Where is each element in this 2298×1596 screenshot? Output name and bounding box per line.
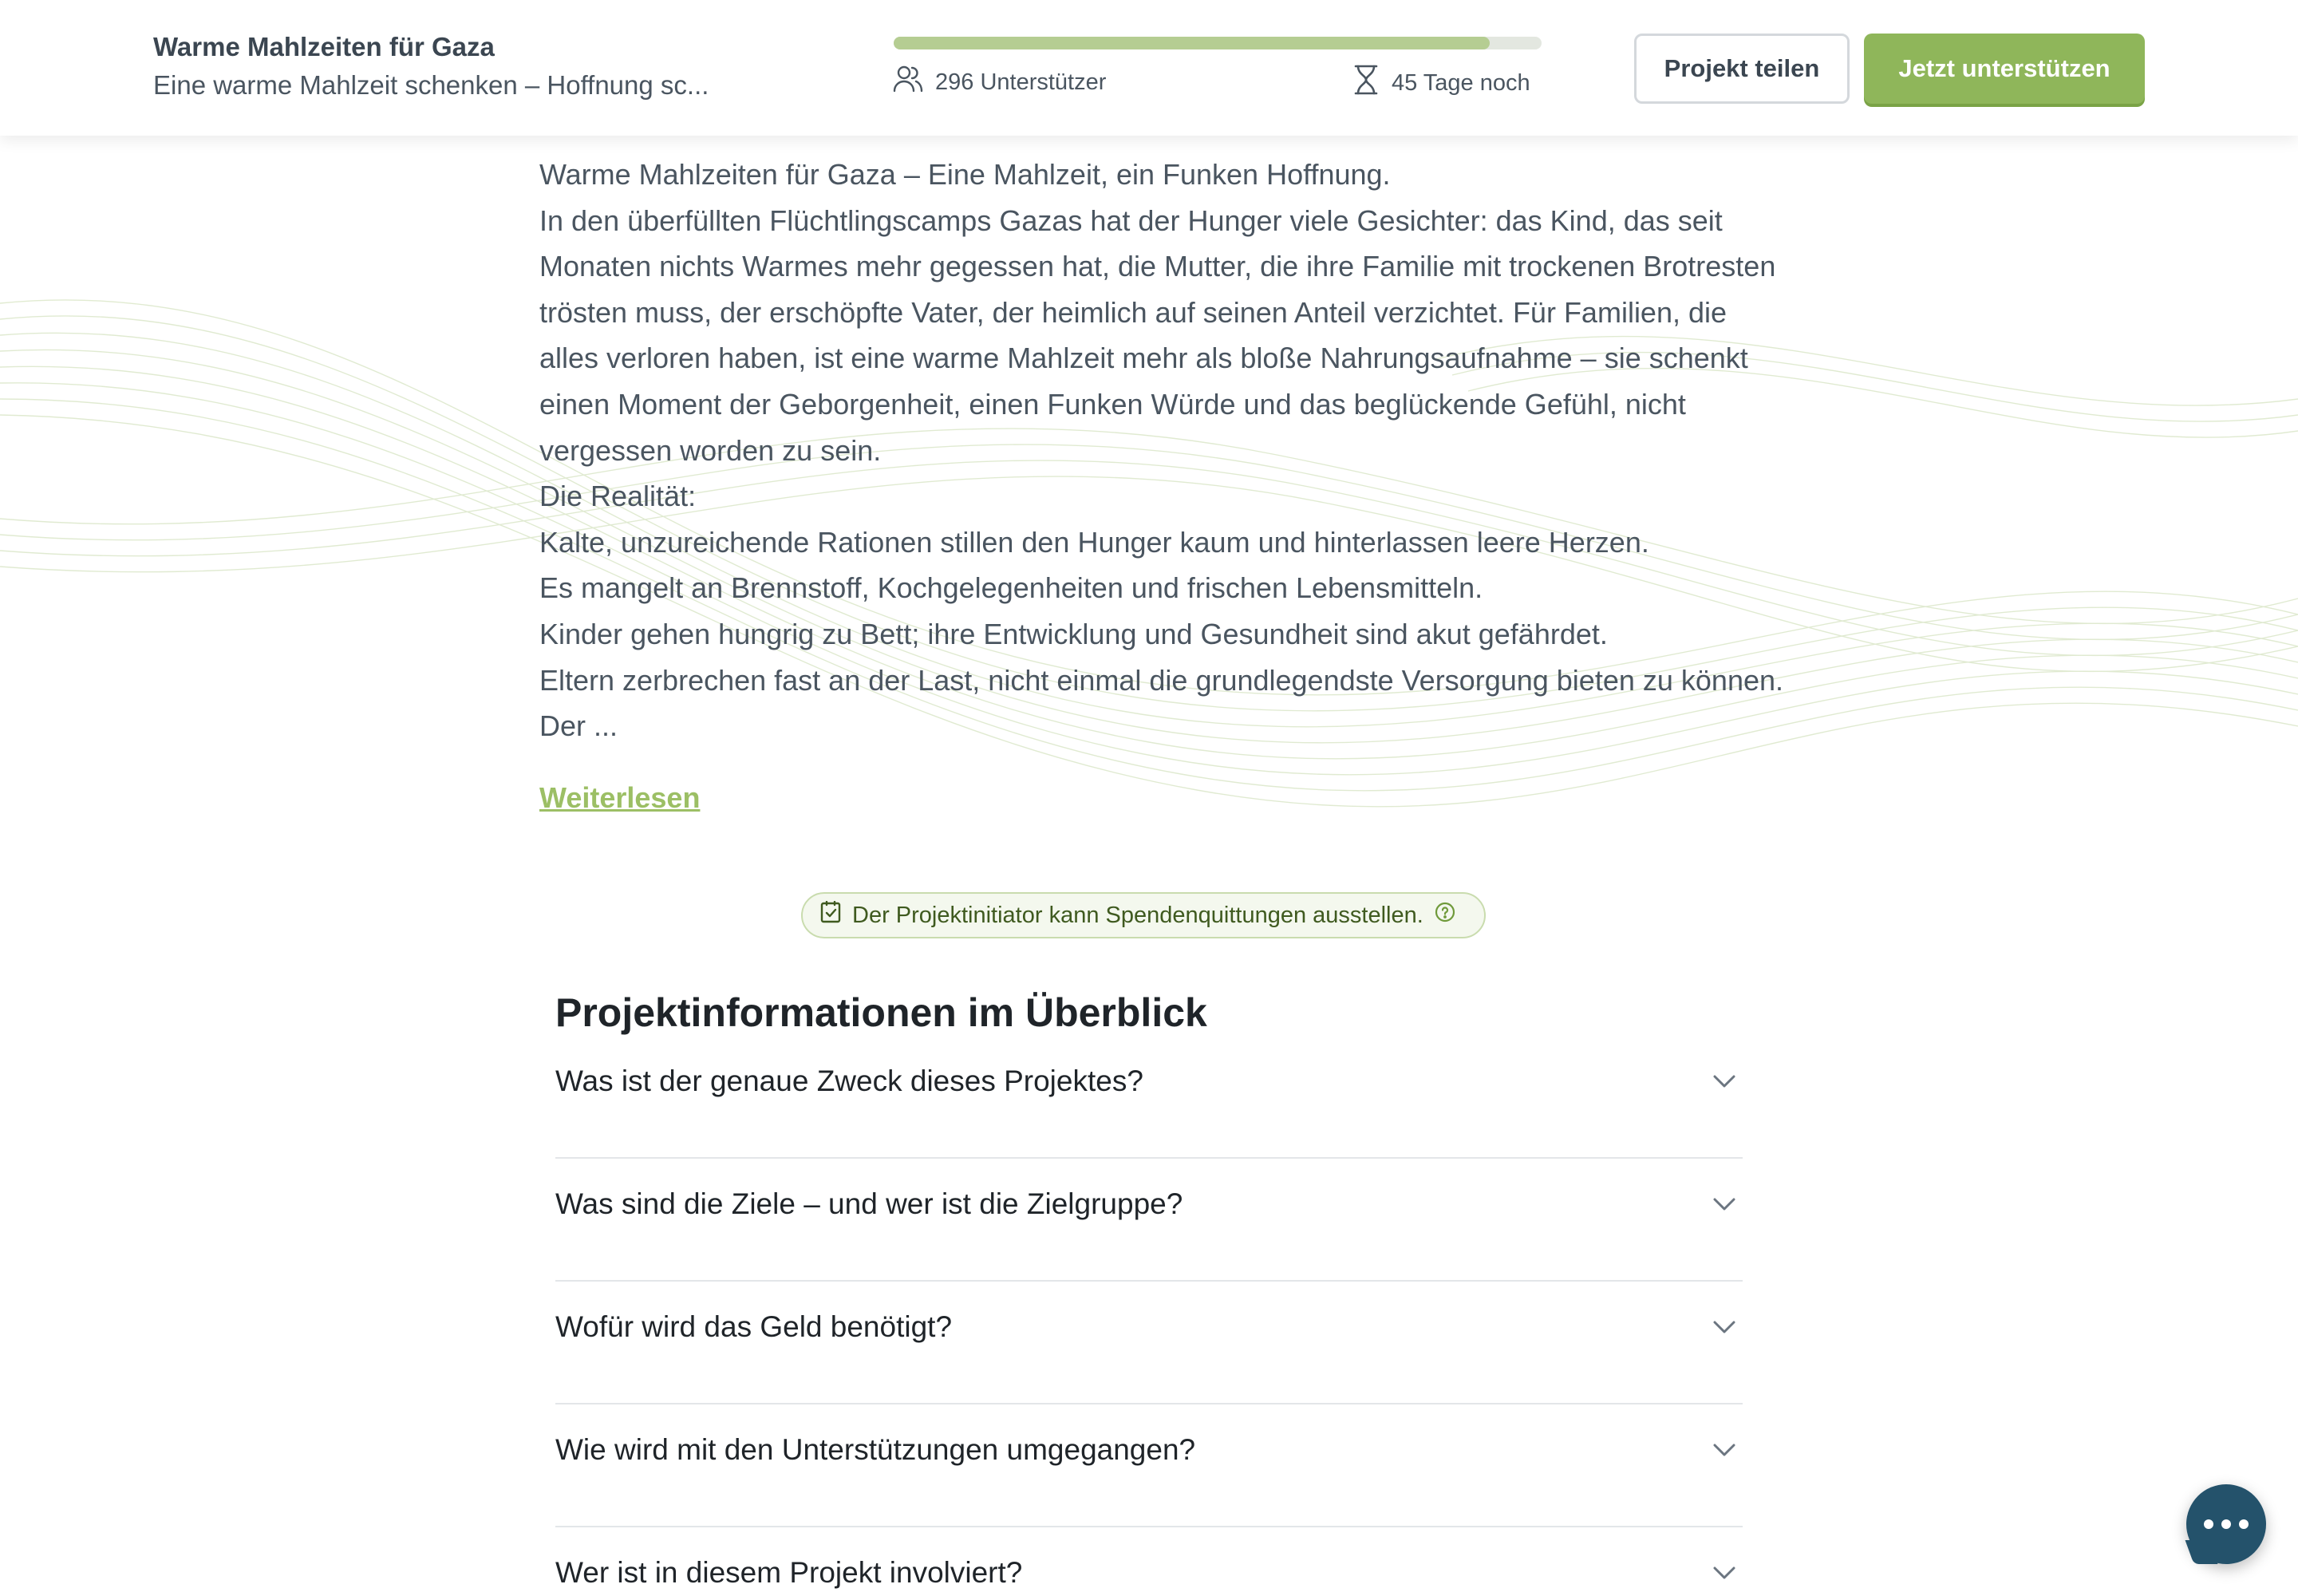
donation-receipt-notice bbox=[801, 892, 1486, 938]
project-info-overview bbox=[555, 990, 1743, 1596]
faq-item-purpose[interactable] bbox=[555, 1050, 1743, 1159]
faq-question: Was ist der genaue Zweck dieses Projektes? bbox=[555, 1065, 1143, 1097]
story-text bbox=[539, 152, 1784, 749]
supporters-stat bbox=[892, 64, 1106, 101]
chevron-down-icon bbox=[1712, 1197, 1736, 1215]
days-left-text: 45 Tage noch bbox=[1392, 69, 1530, 96]
supporters-count: 296 Unterstützer bbox=[935, 69, 1107, 95]
share-project-button[interactable]: Projekt teilen bbox=[1634, 34, 1850, 104]
project-description bbox=[539, 152, 1784, 815]
faq-question: Wofür wird das Geld benötigt? bbox=[555, 1310, 953, 1343]
faq-section-title: Projektinformationen im Überblick bbox=[555, 990, 1207, 1035]
funding-progress-fill bbox=[894, 37, 1490, 49]
faq-item-involved[interactable] bbox=[555, 1527, 1743, 1596]
story-paragraph: Kinder gehen hungrig zu Bett; ihre Entwicklung und Gesundheit sind akut gefährdet. bbox=[539, 617, 1608, 650]
chat-bubble-icon[interactable] bbox=[2186, 1484, 2266, 1564]
chat-dot bbox=[2204, 1519, 2213, 1529]
faq-item-goals[interactable] bbox=[555, 1159, 1743, 1282]
faq-item-funds-usage[interactable] bbox=[555, 1282, 1743, 1404]
chevron-down-icon bbox=[1712, 1074, 1736, 1092]
faq-question: Wie wird mit den Unterstützungen umgegangen? bbox=[555, 1433, 1196, 1466]
chat-dot bbox=[2239, 1519, 2249, 1529]
hourglass-icon bbox=[1352, 64, 1392, 102]
story-paragraph: Der ... bbox=[539, 709, 618, 743]
story-paragraph: Die Realität: bbox=[539, 480, 697, 513]
chevron-down-icon bbox=[1712, 1320, 1736, 1338]
funding-progress-bar bbox=[894, 37, 1542, 49]
project-subtitle: Eine warme Mahlzeit schenken – Hoffnung sc... bbox=[153, 70, 709, 100]
chat-dot bbox=[2221, 1519, 2231, 1529]
story-paragraph: Kalte, unzureichende Rationen stillen den Hunger kaum und hinterlassen leere Herzen. bbox=[539, 525, 1649, 559]
help-circle-icon[interactable] bbox=[1435, 902, 1467, 929]
faq-item-handling[interactable] bbox=[555, 1404, 1743, 1527]
faq-question: Wer ist in diesem Projekt involviert? bbox=[555, 1556, 1023, 1589]
support-now-button[interactable]: Jetzt unterstützen bbox=[1864, 34, 2145, 104]
chevron-down-icon bbox=[1712, 1566, 1736, 1584]
faq-question: Was sind die Ziele – und wer ist die Zielgruppe? bbox=[555, 1187, 1183, 1220]
project-title: Warme Mahlzeiten für Gaza bbox=[153, 32, 495, 61]
story-paragraph: Eltern zerbrechen fast an der Last, nicht einmal die grundlegendste Versorgung bieten zu können. bbox=[539, 663, 1784, 697]
story-paragraph: In den überfüllten Flüchtlingscamps Gazas hat der Hunger viele Gesichter: das Kind, das seit Monaten nichts Warmes mehr gegessen hat, die Mutter, die ihre Familie mit trockenen Brotresten trösten muss, der erschöpfte Vater, der heimlich auf seinen Anteil verzichtet. Für Familien, die alles verloren haben, ist eine warme Mahlzeit mehr als bloße Nahrungsaufnahme – sie schenkt einen Moment der Geborgenheit, einen Funken Würde und das beglückende Gefühl, nicht vergessen worden zu sein. bbox=[539, 203, 1776, 467]
sticky-project-header bbox=[0, 0, 2298, 136]
chevron-down-icon bbox=[1712, 1443, 1736, 1461]
receipt-check-icon bbox=[820, 901, 852, 930]
story-paragraph: Warme Mahlzeiten für Gaza – Eine Mahlzeit, ein Funken Hoffnung. bbox=[539, 158, 1391, 191]
read-more-link[interactable]: Weiterlesen bbox=[539, 780, 701, 814]
users-icon bbox=[892, 64, 935, 101]
receipt-notice-text: Der Projektinitiator kann Spendenquittungen ausstellen. bbox=[852, 902, 1423, 928]
days-left-stat bbox=[1352, 64, 1530, 102]
story-paragraph: Es mangelt an Brennstoff, Kochgelegenheiten und frischen Lebensmitteln. bbox=[539, 571, 1483, 605]
